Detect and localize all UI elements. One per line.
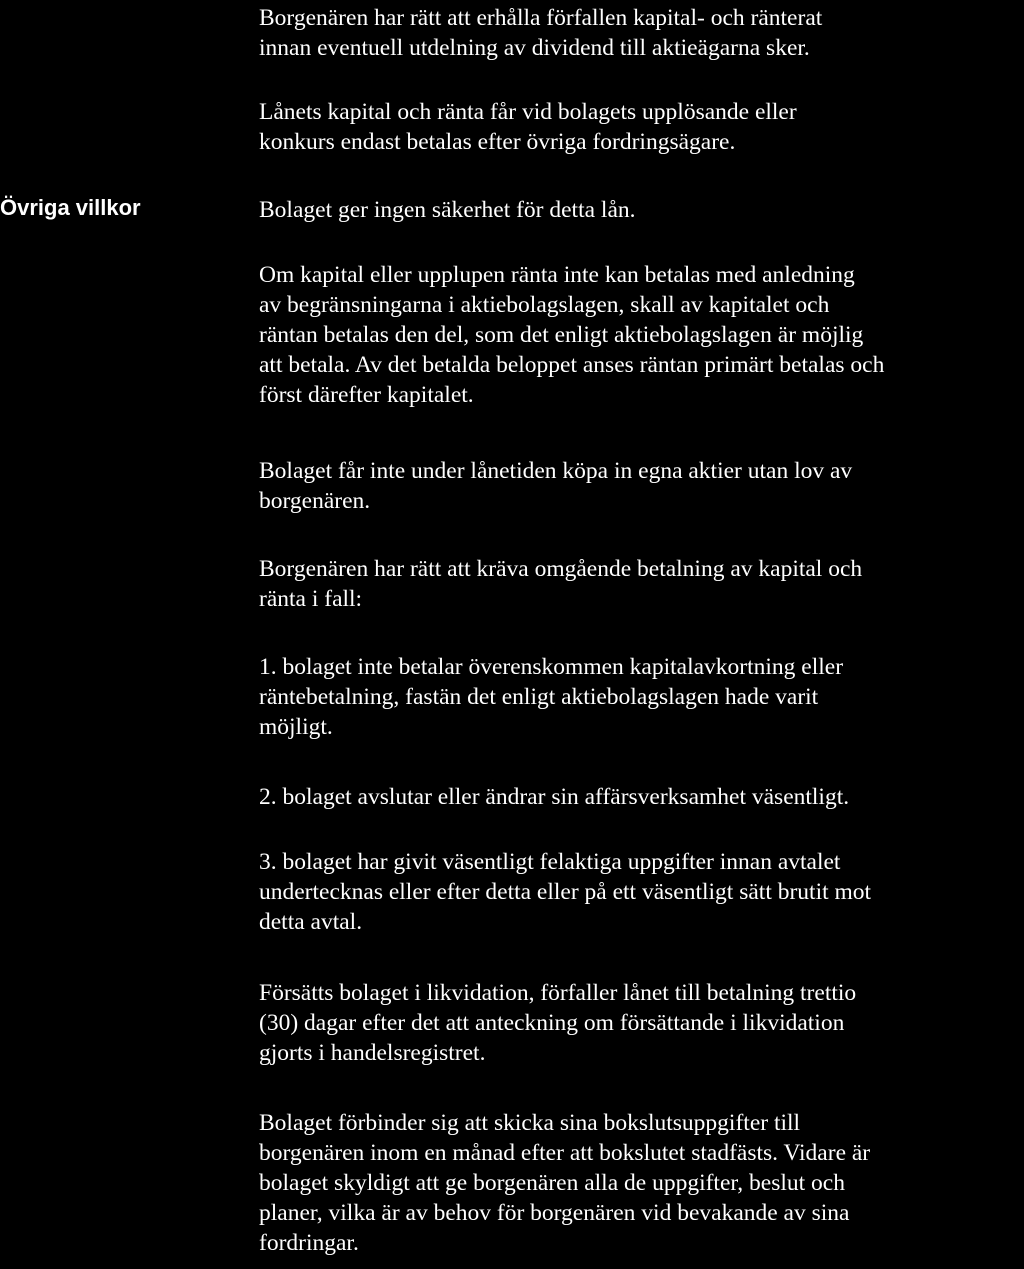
text-line: Borgenären har rätt att erhålla förfallen kapital- och ränterat (259, 5, 823, 31)
paragraph-share-buyback (259, 456, 852, 516)
list-item-3 (259, 847, 871, 937)
text-line: ränta i fall: (259, 586, 363, 612)
list-item-2 (259, 782, 849, 812)
text-line: Borgenären har rätt att kräva omgående betalning av kapital och (259, 556, 863, 582)
paragraph-subordination (259, 97, 797, 157)
text-line: borgenären. (259, 488, 371, 514)
text-line: Försätts bolaget i likvidation, förfaller lånet till betalning trettio (259, 980, 857, 1006)
text-line: först därefter kapitalet. (259, 382, 474, 408)
paragraph-interest-priority (259, 3, 822, 63)
text-line: Bolaget får inte under lånetiden köpa in egna aktier utan lov av (259, 458, 853, 484)
text-line: Om kapital eller upplupen ränta inte kan betalas med anledning (259, 262, 855, 288)
text-line: undertecknas eller efter detta eller på ett väsentligt sätt brutit mot (259, 879, 872, 905)
text-line: detta avtal. (259, 909, 363, 935)
text-line: Bolaget förbinder sig att skicka sina bokslutsuppgifter till (259, 1110, 801, 1136)
text-line: konkurs endast betalas efter övriga fordringsägare. (259, 129, 736, 155)
text-line: 3. bolaget har givit väsentligt felaktiga uppgifter innan avtalet (259, 849, 841, 875)
text-line: räntebetalning, fastän det enligt aktiebolagslagen hade varit (259, 684, 819, 710)
paragraph-immediate-payment (259, 554, 862, 614)
text-line: 1. bolaget inte betalar överenskommen kapitalavkortning eller (259, 654, 844, 680)
paragraph-liquidation (259, 978, 856, 1068)
paragraph-no-security (259, 195, 636, 225)
text-line: av begränsningarna i aktiebolagslagen, skall av kapitalet och (259, 292, 830, 318)
text-line: planer, vilka är av behov för borgenären vid bevakande av sina (259, 1200, 850, 1226)
text-line: att betala. Av det betalda beloppet anses räntan primärt betalas och (259, 352, 885, 378)
text-line: räntan betalas den del, som det enligt aktiebolagslagen är möjlig (259, 322, 864, 348)
text-line: 2. bolaget avslutar eller ändrar sin affärsverksamhet väsentligt. (259, 784, 850, 810)
paragraph-payment-restrictions (259, 260, 884, 410)
list-item-1 (259, 652, 843, 742)
paragraph-financial-reporting (259, 1108, 870, 1258)
text-line: (30) dagar efter det att anteckning om försättande i likvidation (259, 1010, 845, 1036)
text-line: bolaget skyldigt att ge borgenären alla de uppgifter, beslut och (259, 1170, 845, 1196)
text-line: fordringar. (259, 1230, 359, 1256)
text-line: gjorts i handelsregistret. (259, 1040, 486, 1066)
text-line: innan eventuell utdelning av dividend till aktieägarna sker. (259, 35, 810, 61)
text-line: borgenären inom en månad efter att bokslutet stadfästs. Vidare är (259, 1140, 871, 1166)
text-line: Bolaget ger ingen säkerhet för detta lån. (259, 197, 636, 223)
section-label: Övriga villkor (0, 195, 141, 220)
text-line: Lånets kapital och ränta får vid bolagets upplösande eller (259, 99, 797, 125)
text-line: möjligt. (259, 714, 333, 740)
